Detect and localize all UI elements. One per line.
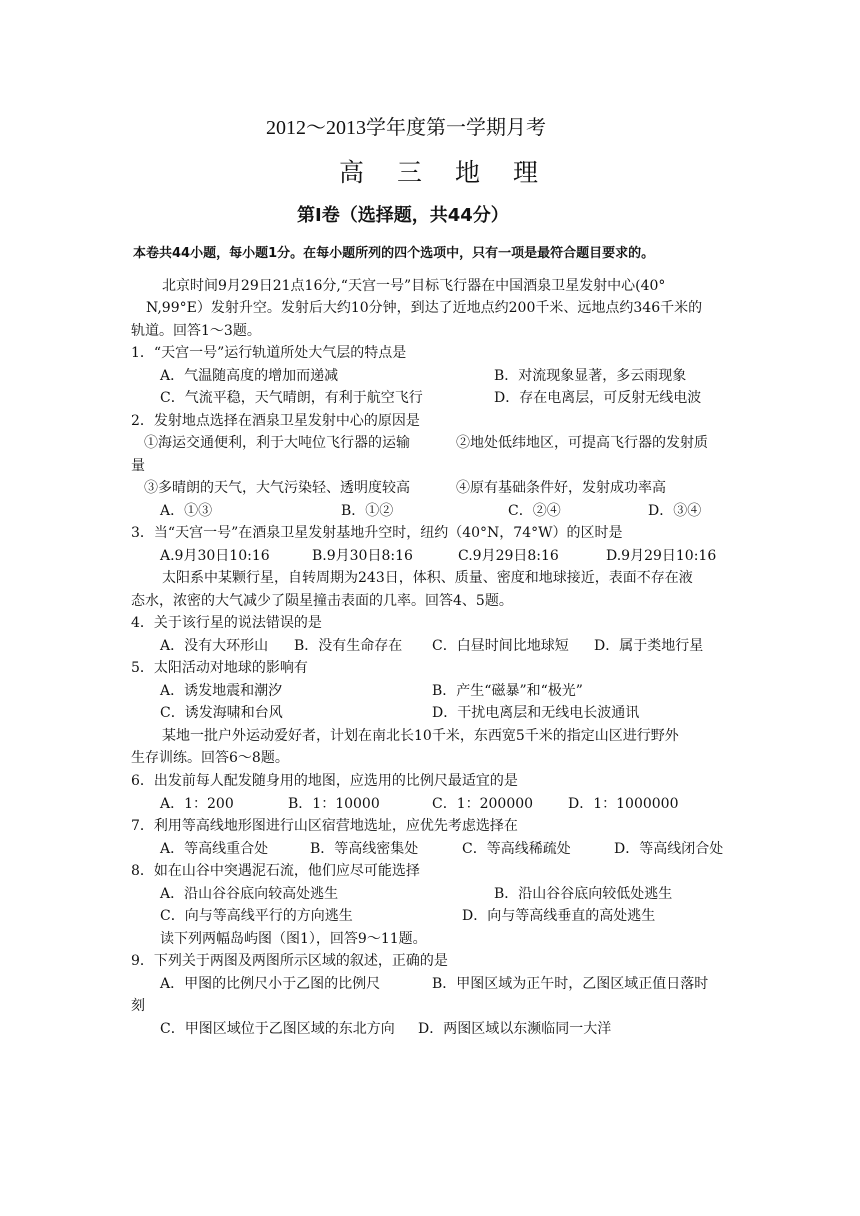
option: B.9月30日8:16	[312, 548, 413, 564]
option: A．①③	[160, 503, 213, 519]
option: C．白昼时间比地球短	[432, 638, 569, 654]
option: B．对流现象显著，多云雨现象	[494, 368, 687, 384]
question-stem: 1．“天宫一号”运行轨道所处大气层的特点是	[131, 345, 407, 361]
question-stem: 2．发射地点选择在酒泉卫星发射中心的原因是	[131, 413, 420, 429]
option: D．属于类地行星	[594, 638, 704, 654]
option: D．等高线闭合处	[614, 841, 724, 857]
question-stem: 4．关于该行星的说法错误的是	[131, 615, 322, 631]
option: D．向与等高线垂直的高处逃生	[462, 908, 656, 924]
option: D．两图区域以东濒临同一大洋	[418, 1021, 612, 1037]
passage-line: 态水，浓密的大气减少了陨星撞击表面的几率。回答4、5题。	[131, 593, 513, 609]
option: A．等高线重合处	[160, 841, 269, 857]
option: A．1：200	[160, 796, 234, 812]
subject-title: 高 三 地 理	[339, 158, 543, 187]
question-stem: 5．太阳活动对地球的影响有	[131, 660, 308, 676]
passage-line: 生存训练。回答6～8题。	[131, 750, 289, 766]
statement: 量	[131, 458, 145, 474]
option: A．甲图的比例尺小于乙图的比例尺	[160, 976, 381, 992]
question-stem: 3．当“天宫一号”在酒泉卫星发射基地升空时，纽约（40°N，74°W）的区时是	[131, 525, 623, 541]
option: B．没有生命存在	[294, 638, 403, 654]
option: 刻	[131, 998, 145, 1014]
passage-line: 某地一批户外运动爱好者，计划在南北长10千米，东西宽5千米的指定山区进行野外	[162, 728, 679, 744]
section-heading: 第Ⅰ卷（选择题，共44分）	[297, 205, 509, 226]
option: C．1：200000	[432, 796, 534, 812]
option: D．干扰电离层和无线电长波通讯	[432, 705, 640, 721]
option: D．存在电离层，可反射无线电波	[494, 390, 702, 406]
option: B．等高线密集处	[310, 841, 419, 857]
option: A．沿山谷谷底向较高处逃生	[160, 886, 339, 902]
passage-line: 轨道。回答1～3题。	[131, 323, 261, 339]
option: A.9月30日10:16	[160, 548, 270, 564]
option: B．甲图区域为正午时，乙图区域正值日落时	[432, 976, 709, 992]
passage-line: 北京时间9月29日21点16分,“天宫一号”目标飞行器在中国酒泉卫星发射中心(40°	[162, 278, 666, 294]
exam-title: 2012～2013学年度第一学期月考	[266, 117, 546, 139]
option: A．气温随高度的增加而递减	[160, 368, 339, 384]
question-stem: 7．利用等高线地形图进行山区宿营地选址，应优先考虑选择在	[131, 818, 518, 834]
option: A．没有大环形山	[160, 638, 269, 654]
option: C．气流平稳，天气晴朗，有利于航空飞行	[160, 390, 423, 406]
option: C．②④	[508, 503, 561, 519]
passage-line: 读下列两幅岛屿图（图1），回答9～11题。	[160, 931, 427, 947]
option: A．诱发地震和潮汐	[160, 683, 283, 699]
statement: ①海运交通便利，利于大吨位飞行器的运输	[144, 435, 410, 451]
option: C.9月29日8:16	[458, 548, 559, 564]
option: C．向与等高线平行的方向逃生	[160, 908, 353, 924]
statement: ③多晴朗的天气，大气污染轻、透明度较高	[144, 480, 410, 496]
passage-line: 太阳系中某颗行星，自转周期为243日，体积、质量、密度和地球接近，表面不存在液	[162, 570, 693, 586]
option: D．③④	[648, 503, 702, 519]
passage-line: N,99°E）发射升空。发射后大约10分钟，到达了近地点约200千米、远地点约346千米的	[146, 300, 703, 316]
instructions: 本卷共44小题，每小题1分。在每小题所列的四个选项中，只有一项是最符合题目要求的。	[133, 246, 655, 261]
question-stem: 8．如在山谷中突遇泥石流，他们应尽可能选择	[131, 863, 420, 879]
option: C．诱发海啸和台风	[160, 705, 283, 721]
option: B．产生“磁暴”和“极光”	[432, 683, 583, 699]
question-stem: 9．下列关于两图及两图所示区域的叙述，正确的是	[131, 953, 448, 969]
statement: ②地处低纬地区，可提高飞行器的发射质	[456, 435, 708, 451]
option: B．1：10000	[288, 796, 380, 812]
option: C．等高线稀疏处	[462, 841, 571, 857]
option: D．1：1000000	[568, 796, 679, 812]
option: B．①②	[341, 503, 394, 519]
option: C．甲图区域位于乙图区域的东北方向	[160, 1021, 395, 1037]
statement: ④原有基础条件好，发射成功率高	[456, 480, 666, 496]
question-stem: 6．出发前每人配发随身用的地图，应选用的比例尺最适宜的是	[131, 773, 518, 789]
option: D.9月29日10:16	[606, 548, 717, 564]
option: B．沿山谷谷底向较低处逃生	[494, 886, 673, 902]
